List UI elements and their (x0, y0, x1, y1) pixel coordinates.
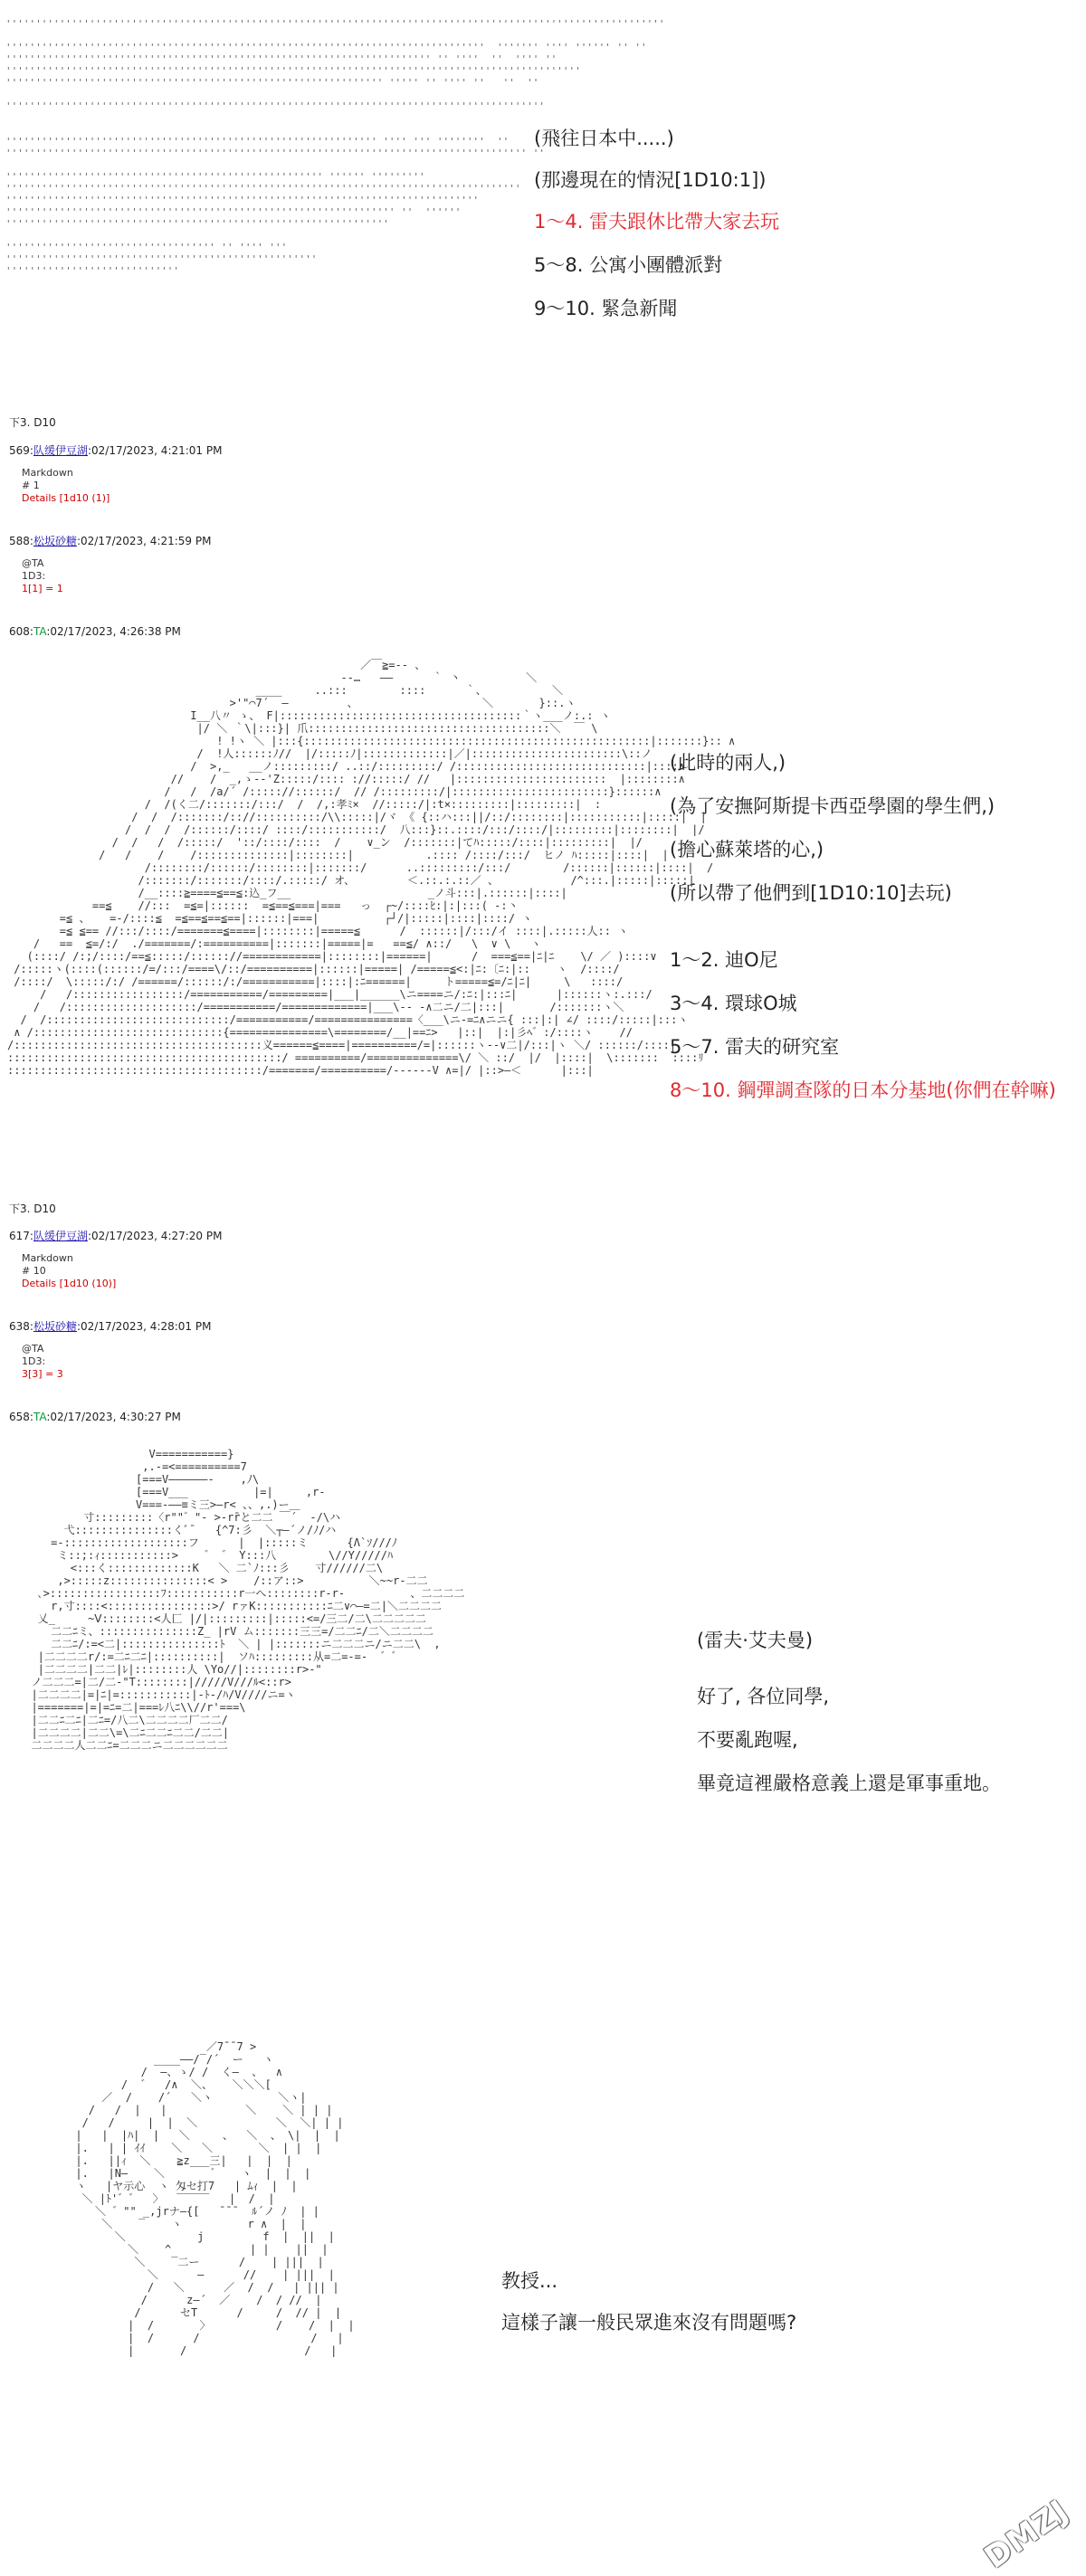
post-number: 617: (9, 1230, 33, 1242)
narration-line: 5〜7. 雷夫的研究室 (670, 1036, 840, 1058)
post-number: 658: (9, 1411, 33, 1423)
post-line: # 1 (22, 480, 40, 491)
narration-line: (此時的兩人,) (670, 752, 786, 774)
watermark-logo: DMZJ (977, 2492, 1076, 2576)
narration-line: 畢竟這裡嚴格意義上還是軍事重地。 (697, 1773, 1001, 1794)
narration-line: 1〜4. 雷夫跟休比帶大家去玩 (534, 211, 780, 233)
post-date: :02/17/2023, 4:28:01 PM (76, 1320, 212, 1333)
narration-line: (所以帶了他們到[1D10:10]去玩) (670, 882, 952, 904)
poster-name: TA (33, 625, 47, 638)
post-line: Markdown (22, 467, 73, 479)
narration-line: (雷夫·艾夫曼) (697, 1630, 814, 1651)
narration-line: 9〜10. 緊急新聞 (534, 298, 678, 319)
roll-text: 下3. D10 (9, 416, 56, 429)
post-date: :02/17/2023, 4:26:38 PM (46, 625, 181, 638)
post-line: Markdown (22, 1252, 73, 1264)
dice-result: 1[1] = 1 (22, 583, 63, 594)
dice-roll-label (9, 1201, 56, 1216)
post-line: # 10 (22, 1265, 46, 1277)
poster-name-link[interactable]: 队缓伊豆湖 (33, 444, 88, 457)
post-617 (9, 1229, 222, 1290)
post-number: 608: (9, 625, 33, 638)
post-date: :02/17/2023, 4:21:01 PM (87, 444, 223, 457)
dice-roll-label (9, 414, 56, 430)
poster-name: TA (33, 1411, 47, 1423)
post-number: 638: (9, 1320, 33, 1333)
post-number: 569: (9, 444, 33, 457)
post-608 (9, 624, 181, 639)
roll-text: 下3. D10 (9, 1202, 56, 1215)
narration-line: 教授... (501, 2270, 558, 2292)
narration-line: 不要亂跑喔, (697, 1729, 798, 1751)
narration-scene4 (501, 2269, 796, 2334)
ascii-art-student: ／7¯¯7 > ____——/‾/´ ー ヽ / ―、ゝ/ / く― 、 ∧ / ゛ /∧ ＼、 ＼＼＼[ ／ / /´ ＼ヽ ＼ヽ| / / | | ＼ ＼ | | | / / | | ＼ ＼ ＼| | | | | |ﾊ| | ＼ 、 ＼ 、 \| | | |. | | ｲｲ ＼ ＼ ＼ | | | |. ||ｨ ＼ ≧z___三| | | | |. |N― ＼ ゛ ヽ | | | ヽ |ヤ示心 ヽ 匁セ打7 | ﾑｨ | | ＼ |ﾄ'゛゛ 〉 ‾‾‾‾‾ | / | ＼ ゛"" _,jrナ―{[ ̄ ̄ ̄ ﾙ´ノ ﾉ | | ＼ ‾ ヽ r ∧ | | ＼ j f | || | ＼ ^ | | || | ＼ ‾二ー / | ||| | ＼ ― // | ||| | / ＼ ／ / / | ||| | / z―´ ／ / / // | / セT / / // | | | / 〉 / / | | | / / / | | / / | (75, 2040, 355, 2357)
poster-name-link[interactable]: 松坂砂糖 (33, 535, 77, 547)
post-588 (9, 534, 211, 595)
ascii-art-ralph: V===========} ,.-=<==========7 [===V――――――- ,ﾉ\ [===V___ |=| ,r- V===-――≡ミ三>―r< 、、,.)ー＿ 寸:::::::::〈r""゛"- >-rr̄と二二 ￣´ -/\ハ 弋:::::::::::::::くﾞ¯ {^7:彡 ＼┬―´ノ/ﾉ/ハ =-:::::::::::::::::::フ | |:::::ミ {Λ`ｿ///ﾉ ミ::;:ｨ:::::::::::> ゛ ゛ Y:::八 \//Y/////ﾊ <:::く:::::::::::::K ＼ 二`ﾉ:::彡 寸//////二\ ,>:::::z:::::::::::::::< > /::ア::> ＼~~r‐二二 ､>:::::::::::::::::ﾌ:::::::::::r一へ::::::::r-r- 、二二二二 r,寸::::<::::::::::::::::>/ rァK:::::::::::ﾆ二∨⌒―=二|＼二二二二 乂_ ~Ⅴ::::::::<人匚 |/|:::::::::|:::::<=/三二/二\二二二二二 二二ﾆミ、:::::::::::::::Z_ |rV ム:::::::三三=/二二ﾆ/二＼二二二二 二二ﾆ/:=<二|:::::::::::::::ﾄ ＼ | |:::::::ニ二二二ニ/ニ二二\ , |二二二二r/:=二ﾆ二ﾆ|::::::::::| ソﾊ:::::::::从=二=‐=- ゛゛ |二二二二|二二|ﾚ|::::::::人 \Yo//|::::::::r>-" ノ二二二=|二/二-"T::::::::|/////V///ﾙ<::r> |二二二二|=|ﾆ|=:::::::::::|-ﾄ-/ﾊ/V////ニ=ヽ |=======|=|=ﾆ=二|===ﾚ八ﾆ\\//r'===\ |二二ﾆ二ﾆ|二ﾆ=/八二\二二二二厂二二/ |二二二二|二二\=\二ﾆ二二ﾆ二二/二二| 二二二二人二二ﾆ=二二二ニ二二二二二二 (31, 1448, 465, 1752)
narration-line: (飛往日本中.....) (534, 128, 674, 149)
post-line: 1D3: (22, 570, 46, 582)
post-number: 588: (9, 535, 33, 547)
narration-scene3 (697, 1629, 1001, 1795)
narration-line: (那邊現在的情況[1D10:1]) (534, 169, 767, 191)
post-638 (9, 1319, 211, 1381)
post-date: :02/17/2023, 4:21:59 PM (76, 535, 212, 547)
narration-line: 3〜4. 環球O城 (670, 993, 797, 1014)
dice-result: Details [1d10 (1)] (22, 492, 110, 504)
post-date: :02/17/2023, 4:27:20 PM (87, 1230, 223, 1242)
narration-line: 好了, 各位同學, (697, 1686, 830, 1707)
post-569 (9, 443, 222, 505)
narration-line: (擔心蘇萊塔的心,) (670, 839, 824, 860)
narration-scene2 (670, 751, 1056, 1102)
post-line: @TA (22, 557, 44, 569)
narration-line: 5〜8. 公寓小團體派對 (534, 254, 723, 276)
dice-result: 3[3] = 3 (22, 1368, 63, 1380)
poster-name-link[interactable]: 队缓伊豆湖 (33, 1230, 88, 1242)
narration-scene1 (534, 127, 779, 320)
narration-line: (為了安撫阿斯提卡西亞學園的學生們,) (670, 795, 996, 817)
narration-line: 1〜2. 迪O尼 (670, 949, 778, 971)
ascii-art-characters: ／￣≧=-- 、 -‐… ―― ｀ 丶 ＼ ____ ..::: :::: ｀、 ＼ >'"⌒7´ ― 、 ＼ }::.ヽ I__八〃 ゝ、 F|:::::::::::::::::::::::::::::::::::::｀ヽ___ノ:.: ヽ |/ ＼ ｀\|:::}| 爪:::::::::::::::::::::::::::::::::::::＼ ￣ \ ! !ヽ ＼ |:::{:::::::::::::::::::::::::::::::::::::::::::::::::::::|:::::::}:: ∧ / !人::::::ﾉ// |/:::::ﾉ|:::::::::::::|／|:::::::::::::::::::::::\::ノ / >,_ __ノ:::::::::/ ..::/:::::::::/ /:::::::::::::::::::::::::::::|::::∧ // / _,ゝ-‐'Z:::::/:::: ://:::::/ // |::::::::::::::::::::::: |::::::::∧ / / /a/´ /::::://::::::/ // /:::::::::/|::::::::::::::::::::::::}::::::∧ / /(く二/:::::::/:::/ / /,:孝ﾐ× //:::::/|:t×:::::::::|:::::::::| : / / /:::::::/:://::::::::::/\\:::::|/ヾ 《 {::ハ:::||/::/::::::::|:::::::::::|:::::| | / / / /::::::/::::/ ::::/:::::::::::/ 八:::}::.::::/:::/::::/|:::::::::|::::::::| |/ / / / /:::::/ '::/::::/:::: / ∨_ン /:::::::|てﾊ:::::/::::|:::::::::| |/ / / / /::::::::::::::|::::::::| .:::: /::::/:::/ ヒノ ﾊ:::::|::::| | /::::::::/::::::/::::::::|:::::::/ ..:::::::::/:::/ /::::::|::::::|::::| / /:::::::/:::::::/::::/.:::::/ オ、 ＜.::.:.::／ 、 /^:::.|:::::|:::::| /__::::≧====≦==≦:込_フ__ _ノ斗:::|.::::::|::::| ==≦ //::: =≦=|:::::: =≦==≦===|=== っ ┌~/::::ﾋ:|:|:::( -:丶 =≦ 、 =‐/::::≦ =≦==≦==≦==|::::::|===| ┌┘/|:::::|::::|::::/ ヽ =≦ ≦== //:::/::::/=======≦====|::::::::|=====≦ / ::::::|/:::/イ ::::|.:::::人:: ヽ / == ≦=/:/ ./=======/:==========|:::::::|=====|= ==≦/ ∧::/ \ ∨ \ ヽ (::::/ /:;/::::/==≦:::::/:::::://============|::::::::|======| / ===≦==|ﾆ|ﾆ \/ ／ )::::∨ /:::::ヽ(::::(::::::/=/:::/====\/::/==========|::::::|=====| /=====≦<:|ﾆ:〔ﾆ:|:: ヽ /::::/ /::::/ \:::::/:/ /======/::::::/:/===========|::::|:ﾆ======| ト=====≦=/ﾆ|ﾆ| \ ::::/ / /:::::::::::::::::/===========/=========|___|______\ニ====ニ/:ﾆ:|:::ﾆ| |::::::ヽ:.:::/ / /::::::::::::::::::::/===========/=============|___\-‐ -∧二ニ/二|:::| /:::::::ヽ＼ / /::::::::::::::::::::::::::::/===========/===============〈___\ニ-=ﾆ∧ニニ{ :::|:| ∠/ ::::/:::::|:::ヽ ∧ /:::::::::::::::::::::::::::::{===============\========/__|==ﾆ> |::| |:|彡ﾍ゛:/::::ヽ // /::::::::::::::::::::::::::::::::::::::义======≦====|==========/=|::::::ヽ--∨二|/:::|ヽ ＼/ ::::::/::::| ::::::::::::::::::::::::::::::::::::::::::/ ==========/==============\/ ＼ ::/ |/ |::::| \::::::: ::::ﾘ :::::::::::::::::::::::::::::::::::::::/=======/==========/------V ∧=|/ |::>―＜ |:::| (7, 659, 736, 1077)
post-658 (9, 1410, 181, 1424)
post-line: @TA (22, 1343, 44, 1355)
dice-result: Details [1d10 (10)] (22, 1278, 117, 1289)
poster-name-link[interactable]: 松坂砂糖 (33, 1320, 77, 1333)
post-line: 1D3: (22, 1355, 46, 1367)
narration-line: 這樣子讓一般民眾進來沒有問題嗎? (501, 2312, 797, 2334)
ascii-art-dots: '''''''''''''''''''''''''''''''''''''''''''''''''''''''''''''''''''''''''''''''''''''''''''''''''''''''''''''' '''''''''''''''''''''''''''''''''''''''''''''''''''''''''''''''''''''''''''''''' ''''''' '''' '''''' '' '' ''''''''''''''''''''''''''''''''''''''''''''''''''''''''''''''''''''''' '' '''' '' '''' '' '''''''''''''''''''''''''''''''''''''''''''''''''''''''''''''''''''''''''''''''''''''''''''''''' ''''''''''''''''''''''''''''''''''''''''''''''''''''''''''''''' ''''' '' '''' '' '' '' '''''''''''''''''''''''''''''''''''''''''''''''''''''''''''''''''''''''''''''''''''''''''' '''''''''''''''''''''''''''''''''''''''''''''''''''''''''''''' '''' ''' '''''''' '' ''''''''''''''''''''''''''''''''''''''''''''''''''''''''''''''''''''''''''''''''''''''' '' ''''''''''''''''''''''''''''''''''''''''''''''''''''' '''''' ''''''''' '''''''''''''''''''''''''''''''''''''''''''''''''''''''''''''''''''''''''''''''''''''' ''''''''''''''''''''''''''''''''''''''''''''''''''''''''''''''''''''''''''''''' ''''''''''''''''''''''''''''''''''''''''''''''''''''''''''''''''' '' '''''' '''''''''''''''''''''''''''''''''''''''''''''''''''''''''''''''' ''''''''''''''''''''''''''''''''''' '' '''' ''' '''''''''''''''''''''''''''''''''''''''''''''''''''' ''''''''''''''''''''''''''''' (5, 18, 665, 277)
narration-line: 8〜10. 鋼彈調查隊的日本分基地(你們在幹嘛) (670, 1079, 1056, 1101)
post-date: :02/17/2023, 4:30:27 PM (46, 1411, 181, 1423)
